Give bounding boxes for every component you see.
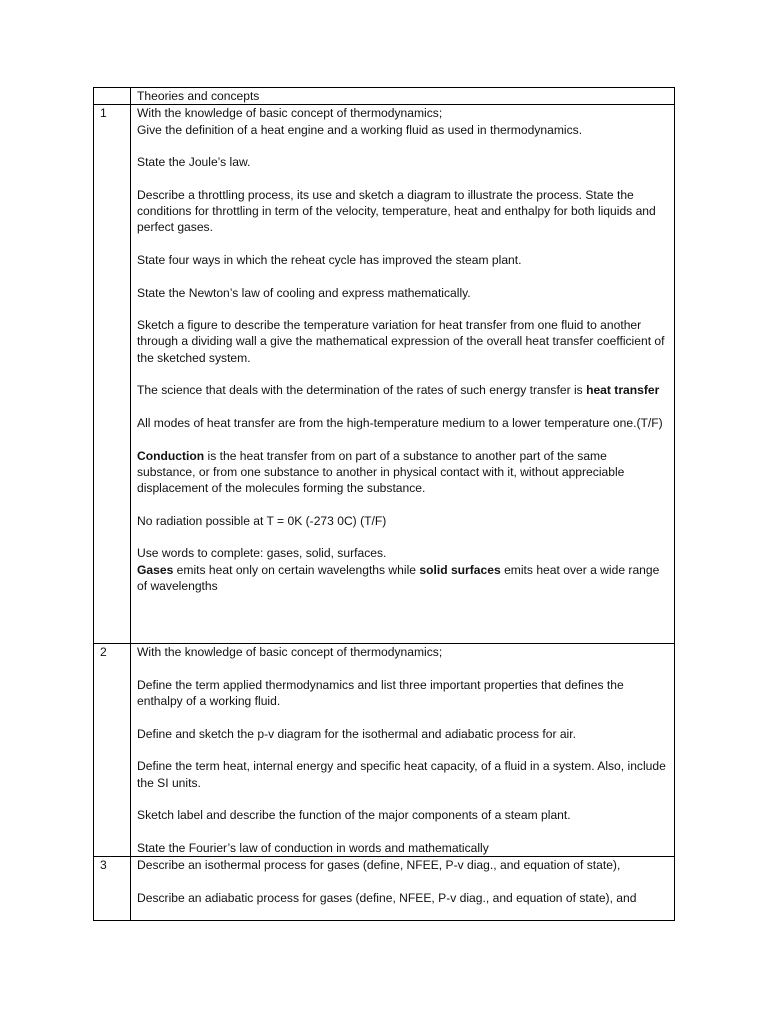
question-text [137,317,668,366]
question-text [137,187,668,236]
header-num-cell [94,88,131,105]
text-run: The science that deals with the determination of the rates of such energy transfer is [137,383,587,398]
row-content [131,105,675,644]
text-run: emits heat only on certain wavelengths while [173,562,420,577]
text-run: Describe an isothermal process for gases (define, NFEE, P-v diag., and equation of state), [137,858,621,873]
question-text [137,252,668,268]
question-text [137,105,668,138]
question-text [137,890,668,906]
question-text [137,677,668,710]
question-text [137,154,668,170]
question-text [137,758,668,791]
row-number: 2 [94,644,131,857]
bold-term: heat transfer [586,383,660,398]
header-title: Theories and concepts [131,88,675,105]
header-row [94,88,675,105]
text-run: All modes of heat transfer are from the high-temperature medium to a lower temperature one.(T/F) [137,415,663,430]
text-run: State the Newton’s law of cooling and express mathematically. [137,285,471,300]
text-run: Give the definition of a heat engine and a working fluid as used in thermodynamics. [137,122,583,137]
question-text [137,382,668,398]
text-run: Define the term heat, internal energy and specific heat capacity, of a fluid in a system. Also, include the SI units. [137,759,666,790]
question-row-3 [94,857,675,921]
question-text [137,415,668,431]
question-text [137,285,668,301]
question-text [137,545,668,594]
questions-table [93,87,675,921]
question-text [137,807,668,823]
text-run: Describe an adiabatic process for gases (define, NFEE, P-v diag., and equation of state), and [137,890,637,905]
bold-term: solid surfaces [419,562,501,577]
bold-term: Conduction [137,448,205,463]
row-content [131,857,675,921]
text-run: With the knowledge of basic concept of thermodynamics; [137,645,443,660]
text-run: Sketch label and describe the function of the major components of a steam plant. [137,808,571,823]
text-run: emits heat over a wide range of wavelengths [137,562,660,593]
question-row-2 [94,644,675,857]
question-text [137,840,668,856]
row-content [131,644,675,857]
text-run: is the heat transfer from on part of a substance to another part of the same substance, or from one substance to another in physical contact with it, without appreciable displacement of the molecules forming the substance. [137,448,625,496]
text-run: Use words to complete: gases, solid, surfaces. [137,546,387,561]
text-run: Define and sketch the p-v diagram for the isothermal and adiabatic process for air. [137,726,576,741]
question-text [137,644,668,660]
question-text [137,448,668,497]
row-number: 3 [94,857,131,921]
question-text [137,857,668,873]
question-text [137,726,668,742]
question-text [137,513,668,529]
bold-term: Gases [137,562,174,577]
text-run: Define the term applied thermodynamics and list three important properties that defines the enthalpy of a working fluid. [137,677,624,709]
row-number: 1 [94,105,131,644]
text-run: State four ways in which the reheat cycle has improved the steam plant. [137,252,522,267]
text-run: With the knowledge of basic concept of thermodynamics; [137,106,443,121]
question-row-1 [94,105,675,644]
text-run: State the Joule’s law. [137,155,251,170]
text-run: No radiation possible at T = 0K (-273 0C) (T/F) [137,513,387,528]
text-run: Sketch a figure to describe the temperature variation for heat transfer from one fluid to another through a dividing wall a give the mathematical expression of the overall heat transfer coefficient of the sketched system. [137,318,665,365]
text-run: Describe a throttling process, its use and sketch a diagram to illustrate the process. State the conditions for throttling in term of the velocity, temperature, heat and enthalpy for both liquids and perfect gases. [137,187,656,235]
text-run: State the Fourier’s law of conduction in words and mathematically [137,840,489,855]
